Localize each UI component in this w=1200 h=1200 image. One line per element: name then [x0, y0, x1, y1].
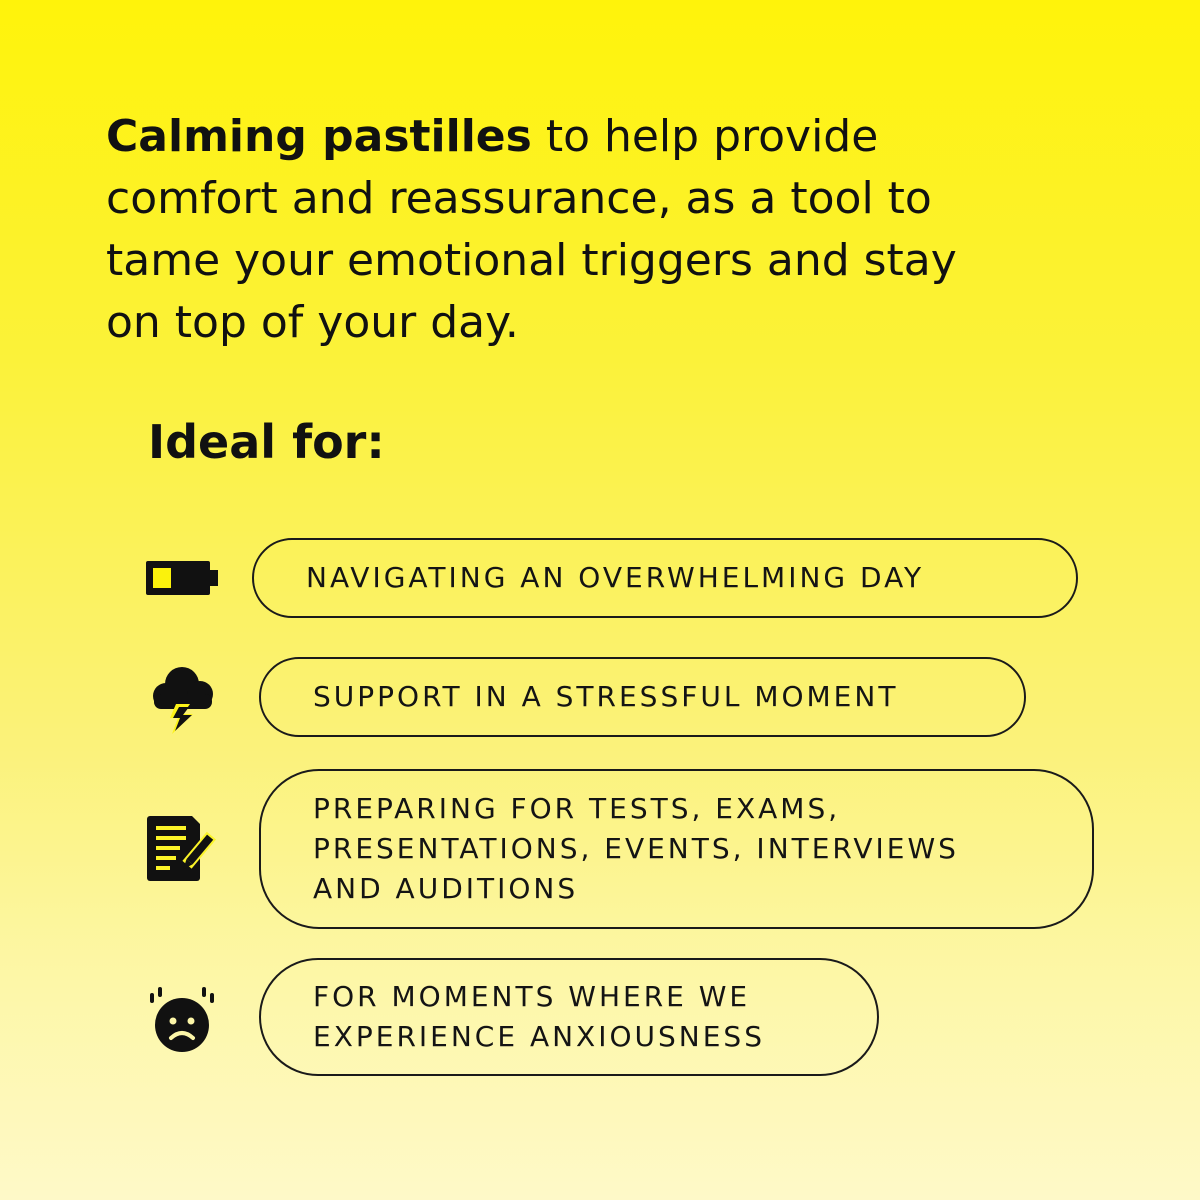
- ideal-item-pill: [259, 769, 1094, 929]
- ideal-item-label: FOR MOMENTS WHERE WE EXPERIENCE ANXIOUSNESS: [313, 980, 765, 1053]
- intro-paragraph: [106, 106, 1006, 354]
- ideal-for-heading: Ideal for:: [148, 415, 385, 469]
- anxious-face-icon: [146, 985, 218, 1055]
- ideal-item-label: SUPPORT IN A STRESSFUL MOMENT: [313, 680, 899, 713]
- ideal-item-pill: [259, 657, 1026, 737]
- intro-body-text: to help provide comfort and reassurance, as a tool to tame your emotional triggers and stay on top of your day.: [106, 111, 957, 348]
- ideal-item-label: PREPARING FOR TESTS, EXAMS, PRESENTATIONS, EVENTS, INTERVIEWS AND AUDITIONS: [313, 792, 959, 905]
- low-battery-icon: [144, 559, 220, 597]
- ideal-item-pill: [252, 538, 1078, 618]
- storm-cloud-icon: [146, 664, 216, 734]
- document-pen-icon: [146, 814, 216, 884]
- ideal-item-label: NAVIGATING AN OVERWHELMING DAY: [306, 561, 925, 594]
- ideal-item-pill: [259, 958, 879, 1076]
- intro-bold-text: Calming pastilles: [106, 111, 532, 162]
